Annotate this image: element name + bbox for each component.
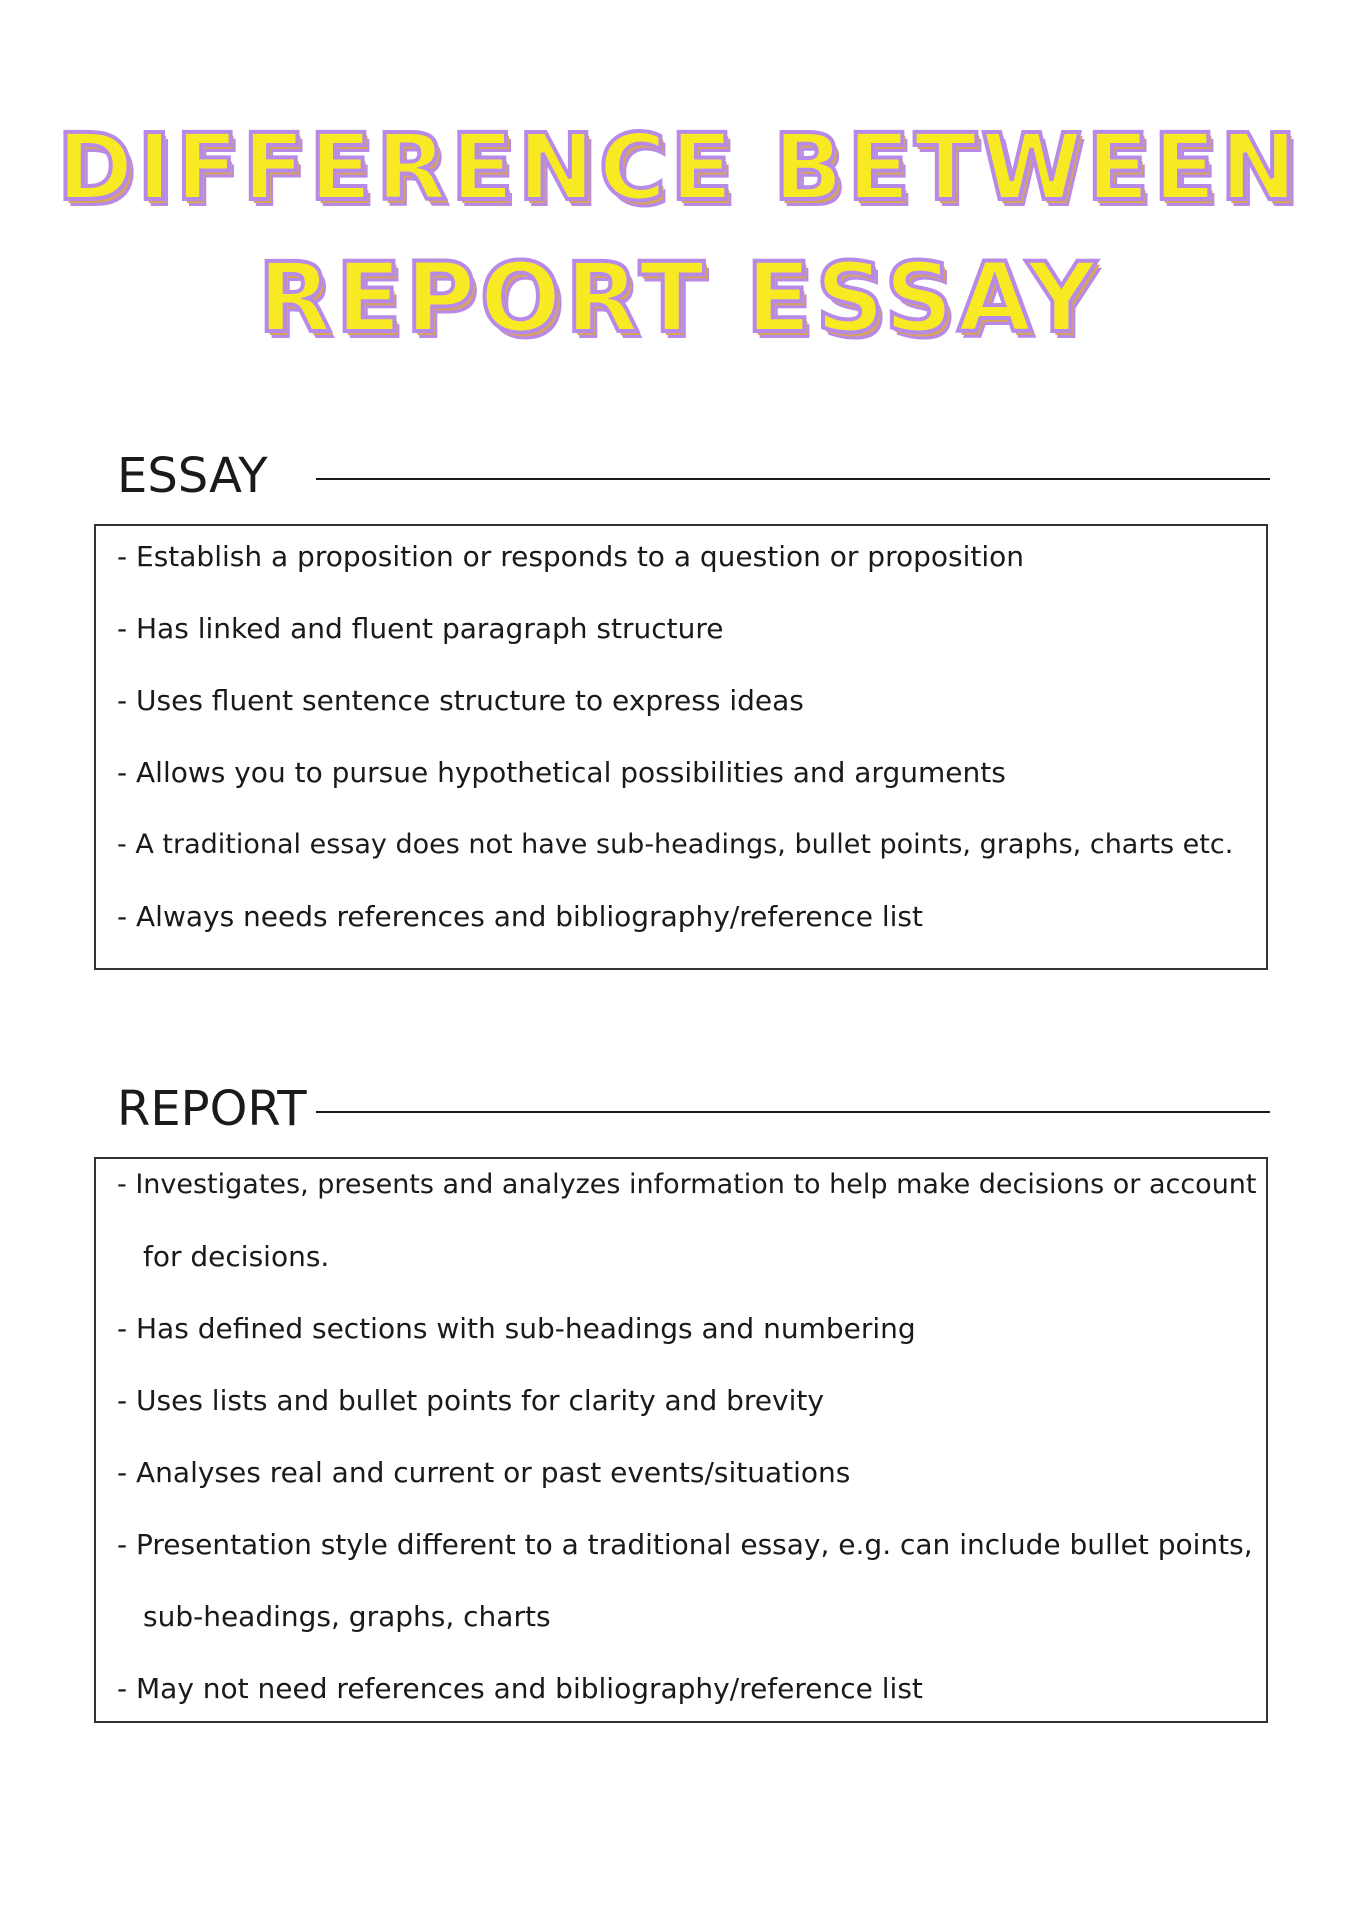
essay-heading: ESSAY	[117, 448, 268, 504]
essay-item-6: - Always needs references and bibliography/reference list	[117, 900, 923, 933]
essay-item-3: - Uses fluent sentence structure to express ideas	[117, 684, 804, 717]
report-item-6: - May not need references and bibliography/reference list	[117, 1672, 923, 1705]
essay-item-2: - Has linked and fluent paragraph structure	[117, 612, 724, 645]
report-item-5-continued: sub-headings, graphs, charts	[143, 1600, 551, 1633]
page-title-line-2: REPORT ESSAY	[257, 242, 1101, 354]
report-item-1-continued: for decisions.	[143, 1240, 330, 1273]
report-heading-rule	[316, 1111, 1270, 1113]
report-item-4: - Analyses real and current or past events/situations	[117, 1456, 851, 1489]
report-heading: REPORT	[117, 1081, 307, 1137]
page-title-line-1: DIFFERENCE BETWEEN	[56, 114, 1302, 221]
report-item-1: - Investigates, presents and analyzes information to help make decisions or account	[117, 1169, 1257, 1200]
essay-item-4: - Allows you to pursue hypothetical possibilities and arguments	[117, 756, 1006, 789]
report-item-3: - Uses lists and bullet points for clarity and brevity	[117, 1384, 824, 1417]
essay-item-1: - Establish a proposition or responds to a question or proposition	[117, 540, 1025, 573]
essay-item-5: - A traditional essay does not have sub-headings, bullet points, graphs, charts etc.	[117, 829, 1234, 860]
report-item-2: - Has defined sections with sub-headings and numbering	[117, 1312, 916, 1345]
essay-heading-rule	[316, 478, 1270, 480]
report-item-5: - Presentation style different to a traditional essay, e.g. can include bullet points,	[117, 1528, 1253, 1561]
